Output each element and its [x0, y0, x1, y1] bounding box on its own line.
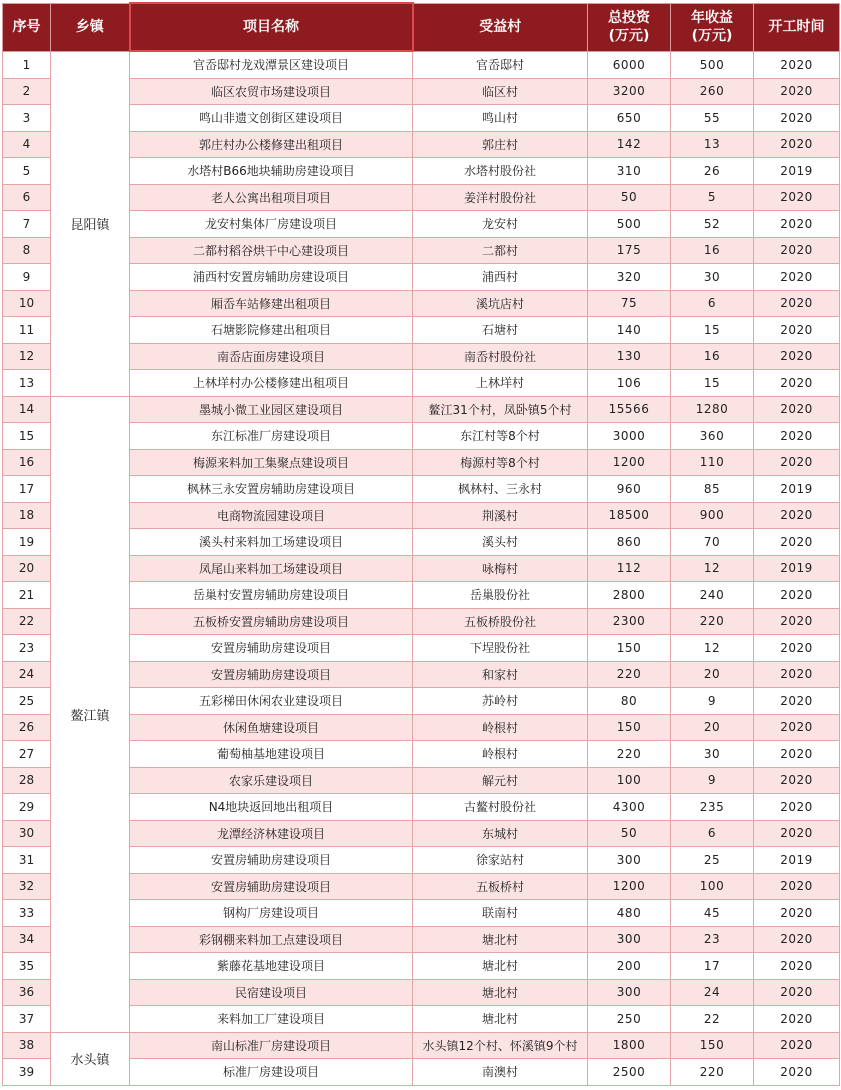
- project-name-cell: 郭庄村办公楼修建出租项目: [130, 131, 413, 158]
- seq-cell: 23: [3, 635, 51, 662]
- village-cell: 和家村: [413, 661, 588, 688]
- start-year-cell: 2020: [754, 290, 840, 317]
- investment-cell: 200: [588, 953, 671, 980]
- income-cell: 260: [671, 78, 754, 105]
- seq-cell: 35: [3, 953, 51, 980]
- income-cell: 17: [671, 953, 754, 980]
- table-row: [3, 396, 840, 423]
- start-year-cell: 2020: [754, 741, 840, 768]
- seq-cell: 14: [3, 396, 51, 423]
- table-body: [3, 51, 840, 1085]
- project-name-cell: 鸣山非遗文创街区建设项目: [130, 105, 413, 132]
- project-name-cell: 水塔村B66地块辅助房建设项目: [130, 158, 413, 185]
- income-cell: 13: [671, 131, 754, 158]
- header-seq: 序号: [3, 3, 51, 51]
- start-year-cell: 2020: [754, 820, 840, 847]
- start-year-cell: 2020: [754, 635, 840, 662]
- project-name-cell: 老人公寓出租项目项目: [130, 184, 413, 211]
- seq-cell: 7: [3, 211, 51, 238]
- income-cell: 24: [671, 979, 754, 1006]
- header-project: 项目名称: [130, 3, 413, 51]
- income-cell: 5: [671, 184, 754, 211]
- seq-cell: 10: [3, 290, 51, 317]
- investment-cell: 220: [588, 661, 671, 688]
- village-cell: 塘北村: [413, 953, 588, 980]
- village-cell: 荆溪村: [413, 502, 588, 529]
- project-table: [2, 2, 840, 1086]
- start-year-cell: 2020: [754, 105, 840, 132]
- project-name-cell: 休闲鱼塘建设项目: [130, 714, 413, 741]
- start-year-cell: 2020: [754, 264, 840, 291]
- income-cell: 9: [671, 767, 754, 794]
- seq-cell: 28: [3, 767, 51, 794]
- village-cell: 浦西村: [413, 264, 588, 291]
- project-name-cell: 浦西村安置房辅助房建设项目: [130, 264, 413, 291]
- start-year-cell: 2020: [754, 767, 840, 794]
- income-cell: 52: [671, 211, 754, 238]
- header-income: [671, 3, 754, 51]
- village-cell: 官岙邸村: [413, 51, 588, 78]
- start-year-cell: 2020: [754, 873, 840, 900]
- investment-cell: 75: [588, 290, 671, 317]
- investment-cell: 50: [588, 184, 671, 211]
- seq-cell: 11: [3, 317, 51, 344]
- start-year-cell: 2020: [754, 78, 840, 105]
- village-cell: 咏梅村: [413, 555, 588, 582]
- income-cell: 22: [671, 1006, 754, 1033]
- start-year-cell: 2020: [754, 926, 840, 953]
- start-year-cell: 2019: [754, 555, 840, 582]
- start-year-cell: 2020: [754, 396, 840, 423]
- investment-cell: 18500: [588, 502, 671, 529]
- income-cell: 20: [671, 714, 754, 741]
- seq-cell: 39: [3, 1059, 51, 1086]
- project-name-cell: 南山标准厂房建设项目: [130, 1032, 413, 1059]
- investment-cell: 1200: [588, 449, 671, 476]
- income-cell: 16: [671, 237, 754, 264]
- investment-cell: 142: [588, 131, 671, 158]
- seq-cell: 26: [3, 714, 51, 741]
- investment-cell: 650: [588, 105, 671, 132]
- investment-cell: 2300: [588, 608, 671, 635]
- investment-cell: 500: [588, 211, 671, 238]
- investment-cell: 80: [588, 688, 671, 715]
- project-name-cell: 溪头村来料加工场建设项目: [130, 529, 413, 556]
- start-year-cell: 2020: [754, 1006, 840, 1033]
- income-cell: 26: [671, 158, 754, 185]
- income-cell: 45: [671, 900, 754, 927]
- town-cell: 昆阳镇: [51, 51, 130, 396]
- header-town: 乡镇: [51, 3, 130, 51]
- investment-cell: 320: [588, 264, 671, 291]
- income-cell: 110: [671, 449, 754, 476]
- project-name-cell: 梅源来料加工集聚点建设项目: [130, 449, 413, 476]
- income-cell: 16: [671, 343, 754, 370]
- village-cell: 水塔村股份社: [413, 158, 588, 185]
- investment-cell: 106: [588, 370, 671, 397]
- village-cell: 联南村: [413, 900, 588, 927]
- header-village: 受益村: [413, 3, 588, 51]
- start-year-cell: 2020: [754, 529, 840, 556]
- start-year-cell: 2020: [754, 953, 840, 980]
- project-name-cell: 安置房辅助房建设项目: [130, 847, 413, 874]
- village-cell: 岭根村: [413, 714, 588, 741]
- start-year-cell: 2020: [754, 131, 840, 158]
- start-year-cell: 2019: [754, 476, 840, 503]
- project-name-cell: 来料加工厂建设项目: [130, 1006, 413, 1033]
- table-row: [3, 1032, 840, 1059]
- village-cell: 东江村等8个村: [413, 423, 588, 450]
- project-name-cell: 钢构厂房建设项目: [130, 900, 413, 927]
- seq-cell: 1: [3, 51, 51, 78]
- income-cell: 1280: [671, 396, 754, 423]
- income-cell: 12: [671, 635, 754, 662]
- income-cell: 30: [671, 264, 754, 291]
- start-year-cell: 2020: [754, 211, 840, 238]
- start-year-cell: 2020: [754, 343, 840, 370]
- income-cell: 220: [671, 608, 754, 635]
- investment-cell: 130: [588, 343, 671, 370]
- project-name-cell: 葡萄柚基地建设项目: [130, 741, 413, 768]
- seq-cell: 8: [3, 237, 51, 264]
- investment-cell: 100: [588, 767, 671, 794]
- village-cell: 水头镇12个村、怀溪镇9个村: [413, 1032, 588, 1059]
- village-cell: 徐家站村: [413, 847, 588, 874]
- start-year-cell: 2020: [754, 582, 840, 609]
- header-investment-line1: 总投资: [608, 10, 650, 26]
- seq-cell: 9: [3, 264, 51, 291]
- village-cell: 岭根村: [413, 741, 588, 768]
- project-name-cell: 安置房辅助房建设项目: [130, 635, 413, 662]
- seq-cell: 13: [3, 370, 51, 397]
- village-cell: 溪坑店村: [413, 290, 588, 317]
- header-investment-line2: (万元): [608, 28, 650, 44]
- project-name-cell: 标准厂房建设项目: [130, 1059, 413, 1086]
- seq-cell: 17: [3, 476, 51, 503]
- village-cell: 石塘村: [413, 317, 588, 344]
- project-name-cell: 二都村稻谷烘干中心建设项目: [130, 237, 413, 264]
- start-year-cell: 2020: [754, 51, 840, 78]
- town-cell: 水头镇: [51, 1032, 130, 1085]
- village-cell: 南澳村: [413, 1059, 588, 1086]
- header-start: 开工时间: [754, 3, 840, 51]
- income-cell: 15: [671, 317, 754, 344]
- investment-cell: 6000: [588, 51, 671, 78]
- investment-cell: 3000: [588, 423, 671, 450]
- start-year-cell: 2019: [754, 158, 840, 185]
- income-cell: 900: [671, 502, 754, 529]
- header-income-line1: 年收益: [691, 10, 733, 26]
- start-year-cell: 2020: [754, 714, 840, 741]
- seq-cell: 20: [3, 555, 51, 582]
- income-cell: 85: [671, 476, 754, 503]
- project-name-cell: 龙安村集体厂房建设项目: [130, 211, 413, 238]
- start-year-cell: 2020: [754, 688, 840, 715]
- income-cell: 6: [671, 290, 754, 317]
- seq-cell: 19: [3, 529, 51, 556]
- project-name-cell: 石塘影院修建出租项目: [130, 317, 413, 344]
- village-cell: 二都村: [413, 237, 588, 264]
- investment-cell: 15566: [588, 396, 671, 423]
- village-cell: 南岙村股份社: [413, 343, 588, 370]
- investment-cell: 220: [588, 741, 671, 768]
- village-cell: 塘北村: [413, 1006, 588, 1033]
- project-name-cell: 紫藤花基地建设项目: [130, 953, 413, 980]
- village-cell: 解元村: [413, 767, 588, 794]
- investment-cell: 3200: [588, 78, 671, 105]
- start-year-cell: 2020: [754, 502, 840, 529]
- project-name-cell: 厢岙车站修建出租项目: [130, 290, 413, 317]
- village-cell: 临区村: [413, 78, 588, 105]
- project-name-cell: 南岙店面房建设项目: [130, 343, 413, 370]
- village-cell: 五板桥村: [413, 873, 588, 900]
- project-name-cell: 凤尾山来料加工场建设项目: [130, 555, 413, 582]
- investment-cell: 140: [588, 317, 671, 344]
- start-year-cell: 2020: [754, 423, 840, 450]
- investment-cell: 2800: [588, 582, 671, 609]
- income-cell: 6: [671, 820, 754, 847]
- seq-cell: 33: [3, 900, 51, 927]
- investment-cell: 112: [588, 555, 671, 582]
- village-cell: 岳巢股份社: [413, 582, 588, 609]
- project-name-cell: 岳巢村安置房辅助房建设项目: [130, 582, 413, 609]
- seq-cell: 34: [3, 926, 51, 953]
- investment-cell: 2500: [588, 1059, 671, 1086]
- income-cell: 23: [671, 926, 754, 953]
- start-year-cell: 2020: [754, 661, 840, 688]
- project-name-cell: 临区农贸市场建设项目: [130, 78, 413, 105]
- seq-cell: 36: [3, 979, 51, 1006]
- seq-cell: 4: [3, 131, 51, 158]
- income-cell: 220: [671, 1059, 754, 1086]
- income-cell: 55: [671, 105, 754, 132]
- start-year-cell: 2020: [754, 608, 840, 635]
- seq-cell: 37: [3, 1006, 51, 1033]
- start-year-cell: 2020: [754, 449, 840, 476]
- village-cell: 五板桥股份社: [413, 608, 588, 635]
- income-cell: 15: [671, 370, 754, 397]
- project-name-cell: 龙潭经济林建设项目: [130, 820, 413, 847]
- income-cell: 30: [671, 741, 754, 768]
- village-cell: 郭庄村: [413, 131, 588, 158]
- income-cell: 150: [671, 1032, 754, 1059]
- start-year-cell: 2020: [754, 1059, 840, 1086]
- seq-cell: 32: [3, 873, 51, 900]
- village-cell: 塘北村: [413, 926, 588, 953]
- seq-cell: 16: [3, 449, 51, 476]
- start-year-cell: 2020: [754, 237, 840, 264]
- project-name-cell: 安置房辅助房建设项目: [130, 661, 413, 688]
- village-cell: 上林垟村: [413, 370, 588, 397]
- header-investment: [588, 3, 671, 51]
- investment-cell: 860: [588, 529, 671, 556]
- income-cell: 500: [671, 51, 754, 78]
- project-name-cell: N4地块返回地出租项目: [130, 794, 413, 821]
- project-name-cell: 电商物流园建设项目: [130, 502, 413, 529]
- village-cell: 苏岭村: [413, 688, 588, 715]
- start-year-cell: 2020: [754, 794, 840, 821]
- seq-cell: 2: [3, 78, 51, 105]
- start-year-cell: 2020: [754, 317, 840, 344]
- start-year-cell: 2020: [754, 370, 840, 397]
- income-cell: 25: [671, 847, 754, 874]
- start-year-cell: 2019: [754, 847, 840, 874]
- income-cell: 70: [671, 529, 754, 556]
- investment-cell: 310: [588, 158, 671, 185]
- start-year-cell: 2020: [754, 979, 840, 1006]
- village-cell: 下埕股份社: [413, 635, 588, 662]
- investment-cell: 300: [588, 847, 671, 874]
- investment-cell: 300: [588, 979, 671, 1006]
- income-cell: 100: [671, 873, 754, 900]
- table-row: [3, 51, 840, 78]
- investment-cell: 50: [588, 820, 671, 847]
- village-cell: 鸣山村: [413, 105, 588, 132]
- header-row: [3, 3, 840, 51]
- income-cell: 12: [671, 555, 754, 582]
- project-name-cell: 五板桥安置房辅助房建设项目: [130, 608, 413, 635]
- project-name-cell: 墨城小微工业园区建设项目: [130, 396, 413, 423]
- project-name-cell: 官岙邸村龙戏潭景区建设项目: [130, 51, 413, 78]
- investment-cell: 150: [588, 635, 671, 662]
- project-name-cell: 彩钢棚来料加工点建设项目: [130, 926, 413, 953]
- seq-cell: 24: [3, 661, 51, 688]
- seq-cell: 5: [3, 158, 51, 185]
- village-cell: 龙安村: [413, 211, 588, 238]
- income-cell: 20: [671, 661, 754, 688]
- project-name-cell: 东江标准厂房建设项目: [130, 423, 413, 450]
- village-cell: 东城村: [413, 820, 588, 847]
- seq-cell: 38: [3, 1032, 51, 1059]
- investment-cell: 480: [588, 900, 671, 927]
- project-name-cell: 五彩梯田休闲农业建设项目: [130, 688, 413, 715]
- village-cell: 溪头村: [413, 529, 588, 556]
- investment-cell: 4300: [588, 794, 671, 821]
- start-year-cell: 2020: [754, 184, 840, 211]
- seq-cell: 31: [3, 847, 51, 874]
- village-cell: 塘北村: [413, 979, 588, 1006]
- investment-cell: 1800: [588, 1032, 671, 1059]
- income-cell: 240: [671, 582, 754, 609]
- investment-cell: 300: [588, 926, 671, 953]
- income-cell: 235: [671, 794, 754, 821]
- village-cell: 古鳌村股份社: [413, 794, 588, 821]
- start-year-cell: 2020: [754, 1032, 840, 1059]
- header-income-line2: (万元): [691, 28, 733, 44]
- seq-cell: 21: [3, 582, 51, 609]
- seq-cell: 6: [3, 184, 51, 211]
- investment-cell: 150: [588, 714, 671, 741]
- income-cell: 9: [671, 688, 754, 715]
- seq-cell: 18: [3, 502, 51, 529]
- investment-cell: 1200: [588, 873, 671, 900]
- income-cell: 360: [671, 423, 754, 450]
- seq-cell: 22: [3, 608, 51, 635]
- seq-cell: 30: [3, 820, 51, 847]
- investment-cell: 175: [588, 237, 671, 264]
- town-cell: 鳌江镇: [51, 396, 130, 1032]
- village-cell: 梅源村等8个村: [413, 449, 588, 476]
- seq-cell: 15: [3, 423, 51, 450]
- project-name-cell: 上林垟村办公楼修建出租项目: [130, 370, 413, 397]
- village-cell: 鳌江31个村，凤卧镇5个村: [413, 396, 588, 423]
- project-name-cell: 民宿建设项目: [130, 979, 413, 1006]
- seq-cell: 25: [3, 688, 51, 715]
- project-name-cell: 农家乐建设项目: [130, 767, 413, 794]
- start-year-cell: 2020: [754, 900, 840, 927]
- village-cell: 枫林村、三永村: [413, 476, 588, 503]
- village-cell: 姜洋村股份社: [413, 184, 588, 211]
- project-name-cell: 枫林三永安置房辅助房建设项目: [130, 476, 413, 503]
- seq-cell: 29: [3, 794, 51, 821]
- seq-cell: 3: [3, 105, 51, 132]
- project-name-cell: 安置房辅助房建设项目: [130, 873, 413, 900]
- seq-cell: 12: [3, 343, 51, 370]
- seq-cell: 27: [3, 741, 51, 768]
- investment-cell: 250: [588, 1006, 671, 1033]
- investment-cell: 960: [588, 476, 671, 503]
